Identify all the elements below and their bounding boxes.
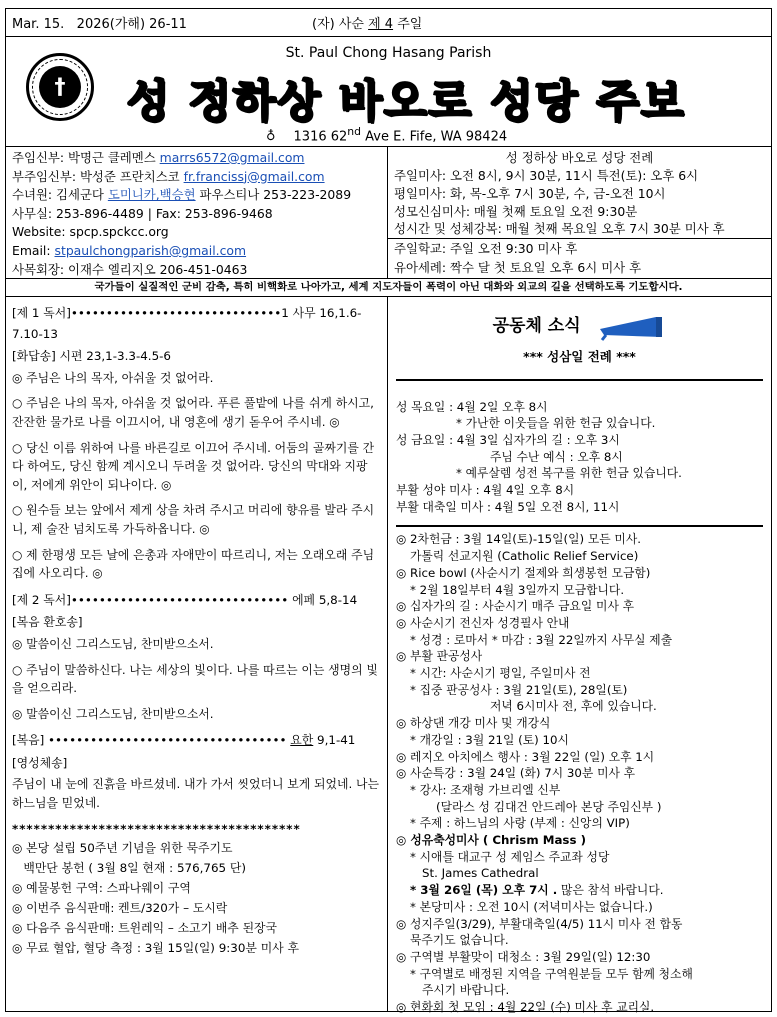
holy-week-heading: *** 성삼일 전례 *** xyxy=(523,348,636,364)
list-item: ◎ 현화회 첫 모임 : 4월 22일 (수) 미사 후 교리실. xyxy=(396,1000,655,1015)
bulletin-page xyxy=(5,8,772,1015)
megaphone-icon xyxy=(596,315,666,341)
psalm-heading: [화답송] 시편 23,1-3.3-4.5-6 xyxy=(12,349,172,364)
sunday-school: 주일학교: 주일 오전 9:30 미사 후 xyxy=(394,241,578,256)
issue-header xyxy=(6,9,771,37)
list-item: * 2월 18일부터 4월 3일까지 모금합니다. xyxy=(410,582,625,597)
first-reading: [제 1 독서]••••••••••••••••••••••••••••••1 사무 16,1.6-7.10-13 xyxy=(12,306,362,341)
list-item: ◎ 레지오 아치에스 행사 : 3월 22일 (일) 오후 1시 xyxy=(396,749,655,764)
website-line: Website: spcp.spckcc.org xyxy=(12,224,169,240)
separator-stars: **************************************** xyxy=(12,821,301,836)
liturgical-sunday: (자) 사순 제 4 주일 xyxy=(312,17,423,32)
parish-name: St. Paul Chong Hasang Parish xyxy=(285,45,492,61)
pastor-line: 주임신부: 박명근 클레멘스 marrs6572@gmail.com xyxy=(12,150,305,165)
list-item: (달라스 성 김대건 안드레아 본당 주임신부 ) xyxy=(436,799,662,814)
liturgy-column xyxy=(6,297,388,1011)
gospel: [복음] •••••••••••••••••••••••••••••••••• 요한 9,1-41 xyxy=(12,733,356,748)
mass-schedule xyxy=(388,147,771,278)
list-item: * 시애틀 대교구 성 제임스 주교좌 성당 xyxy=(410,849,610,864)
psalm-verse: ○ 원수들 보는 앞에서 제게 상을 차려 주시고 머리에 향유를 발라 주시니, 제 술잔 넘치도록 가득하옵니다. ◎ xyxy=(12,503,375,536)
parish-email-link[interactable]: stpaulchongparish@gmail.com xyxy=(54,242,247,258)
issue-date: Mar. 15. 2026(가해) 26-11 xyxy=(12,17,187,32)
psalm-refrain: ◎ 주님은 나의 목자, 아쉬울 것 없어라. xyxy=(12,370,214,385)
infant-baptism: 유아세례: 짝수 달 첫 토요일 오후 6시 미사 후 xyxy=(394,259,642,275)
psalm-verse: ○ 제 한평생 모든 날에 은총과 자애만이 따르리니, 저는 오래오래 주님 집에 사오리다. ◎ xyxy=(12,547,375,581)
list-item: * 구역별로 배정된 지역을 구역원분들 모두 함께 청소해 xyxy=(410,966,693,981)
list-item: * 성경 : 로마서 * 마감 : 3월 22일까지 사무실 제출 xyxy=(410,632,673,647)
communion-antiphon: 주님이 내 눈에 진흙을 바르셨네. 내가 가서 씻었더니 보게 되었네. 나는 하느님을 믿었네. xyxy=(12,777,379,811)
list-item: * 본당미사 : 오전 10시 (저녁미사는 없습니다.) xyxy=(410,899,653,914)
list-item: ◎ 성지주일(3/29), 부활대축일(4/5) 11시 미사 전 합동 xyxy=(396,916,683,931)
masthead xyxy=(6,37,771,147)
list-item: 부활 대축일 미사 : 4월 5일 오전 8시, 11시 xyxy=(396,499,620,514)
parish-address: ♁ 1316 62nd Ave E. Fife, WA 98424 xyxy=(266,125,508,145)
list-item: 주시기 바랍니다. xyxy=(422,983,510,998)
main-content xyxy=(6,297,771,1015)
list-item: 백만단 봉헌 ( 3월 8일 현재 : 576,765 단) xyxy=(12,860,247,875)
office-phone: 사무실: 253-896-4489 | Fax: 253-896-9468 xyxy=(12,205,273,221)
list-item: ◎ 이번주 음식판매: 켄트/320가 – 도시락 xyxy=(12,900,228,915)
holy-hour: 성시간 및 성체강복: 매월 첫째 목요일 오후 7시 30분 미사 후 xyxy=(394,221,725,237)
list-item: * 시간: 사순시기 평일, 주일미사 전 xyxy=(410,666,591,681)
list-item: * 강사: 조재형 가브리엘 신부 xyxy=(410,782,561,797)
cross-icon: ♁ xyxy=(266,129,276,145)
list-item: ◎ 십자가의 길 : 사순시기 매주 금요일 미사 후 xyxy=(396,599,634,614)
list-item: ◎ 무료 혈압, 혈당 측정 : 3월 15일(일) 9:30분 미사 후 xyxy=(12,940,299,955)
list-item: ◎ 예물봉헌 구역: 스파나웨이 구역 xyxy=(12,880,191,895)
council-president: 사목회장: 이재수 엘리지오 206-451-0463 xyxy=(12,261,248,277)
list-item: * 가난한 이웃들을 위한 헌금 있습니다. xyxy=(456,416,656,431)
clergy-contacts xyxy=(6,147,388,278)
list-item: ◎ 성유축성미사 ( Chrism Mass ) xyxy=(396,833,586,848)
sisters-link[interactable]: 도미니카,백승현 xyxy=(107,187,196,203)
mass-schedule-title: 성 정하상 바오로 성당 전례 xyxy=(505,150,654,165)
communion-heading: [영성체송] xyxy=(12,755,68,770)
list-item: * 예루살렘 성전 복구를 위한 헌금 있습니다. xyxy=(456,466,682,481)
list-item: 가톨릭 선교지원 (Catholic Relief Service) xyxy=(410,549,639,564)
pastor-email-link[interactable]: marrs6572@gmail.com xyxy=(159,150,305,165)
list-item: * 주제 : 하느님의 사랑 (부제 : 신앙의 VIP) xyxy=(410,816,630,831)
acclamation-refrain: ◎ 말씀이신 그리스도님, 찬미받으소서. xyxy=(12,636,214,651)
email-line: Email: stpaulchongparish@gmail.com xyxy=(12,242,247,258)
list-item: ◎ 본당 설립 50주년 기념을 위한 묵주기도 xyxy=(12,840,233,855)
info-section xyxy=(6,147,771,279)
parish-seal-icon: † xyxy=(26,53,94,121)
bulletin-title: 성 정하상 바오로 성당 주보 xyxy=(126,76,686,127)
list-item: 성 금요일 : 4월 3일 십자가의 길 : 오후 3시 xyxy=(396,432,620,447)
weekday-mass: 평일미사: 화, 목-오후 7시 30분, 수, 금-오전 10시 xyxy=(394,185,666,201)
psalm-verse: ○ 당신 이름 위하여 나를 바른길로 이끄어 주시네. 어둠의 골짜기를 간다 하여도, 당신 함께 계시오니 두려울 것 없어라. 당신의 막대와 지팡이, 저에게 위안이 되나이다. ◎ xyxy=(12,440,375,492)
community-news-title: 공동체 소식 xyxy=(492,316,581,336)
community-news-column xyxy=(388,297,771,1015)
list-item: 주님 수난 예식 : 오후 8시 xyxy=(490,449,623,464)
sisters-line: 수녀원: 김세군다 도미니카,백승현 파우스티나 253-223-2089 xyxy=(12,187,352,203)
sunday-mass: 주일미사: 오전 8시, 9시 30분, 11시 특전(토): 오후 6시 xyxy=(394,168,699,183)
list-item: 부활 성야 미사 : 4월 4일 오후 8시 xyxy=(396,483,575,498)
divider xyxy=(396,379,763,381)
list-item: * 3월 26일 (목) 오후 7시 . 많은 참석 바랍니다. xyxy=(410,883,664,898)
list-item: ◎ 다음주 음식판매: 트윈레익 – 소고기 배추 된장국 xyxy=(12,920,278,935)
list-item: ◎ 사순특강 : 3월 24일 (화) 7시 30분 미사 후 xyxy=(396,766,636,781)
list-item: ◎ 하상댄 개강 미사 및 개강식 xyxy=(396,716,551,731)
list-item: ◎ Rice bowl (사순시기 절제와 희생봉헌 모금함) xyxy=(396,565,651,580)
acclamation-refrain: ◎ 말씀이신 그리스도님, 찬미받으소서. xyxy=(12,706,214,721)
list-item: St. James Cathedral xyxy=(422,866,539,881)
marian-mass: 성모신심미사: 매월 첫째 토요일 오전 9:30분 xyxy=(394,203,638,219)
list-item: ◎ 2차헌금 : 3월 14일(토)-15일(일) 모든 미사. xyxy=(396,532,641,547)
list-item: 저녁 6시미사 전, 후에 있습니다. xyxy=(490,699,657,714)
list-item: ◎ 사순시기 전신자 성경필사 안내 xyxy=(396,615,570,630)
prayer-intention: 국가들이 실질적인 군비 감축, 특히 비핵화로 나아가고, 세계 지도자들이 폭력이 아닌 대화와 외교의 길을 선택하도록 기도합시다. xyxy=(6,279,771,297)
list-item: 성 목요일 : 4월 2일 오후 8시 xyxy=(396,399,548,414)
list-item: 묵주기도 없습니다. xyxy=(410,933,509,948)
acclamation-heading: [복음 환호송] xyxy=(12,615,83,630)
acclamation-verse: ○ 주님이 말씀하신다. 나는 세상의 빛이다. 나를 따르는 이는 생명의 빛을 얻으리라. xyxy=(12,662,378,696)
associate-email-link[interactable]: fr.francissj@gmail.com xyxy=(183,168,325,184)
list-item: ◎ 구역별 부활맞이 대청소 : 3월 29일(일) 12:30 xyxy=(396,950,651,964)
divider xyxy=(388,238,771,239)
list-item: * 집중 판공성사 : 3월 21일(토), 28일(토) xyxy=(410,682,628,697)
divider xyxy=(396,525,763,527)
second-reading: [제 2 독서]••••••••••••••••••••••••••••••• 에페 5,8-14 xyxy=(12,592,358,607)
list-item: ◎ 부활 판공성사 xyxy=(396,649,483,664)
list-item: * 개강일 : 3월 21일 (토) 10시 xyxy=(410,732,569,747)
psalm-verse: ○ 주님은 나의 목자, 아쉬울 것 없어라. 푸른 풀밭에 나를 쉬게 하시고, 잔잔한 물가로 나를 이끄시어, 내 영혼에 생기 돋우어 주시네. ◎ xyxy=(12,396,374,429)
associate-line: 부주임신부: 박성준 프란치스코 fr.francissj@gmail.com xyxy=(12,168,325,184)
